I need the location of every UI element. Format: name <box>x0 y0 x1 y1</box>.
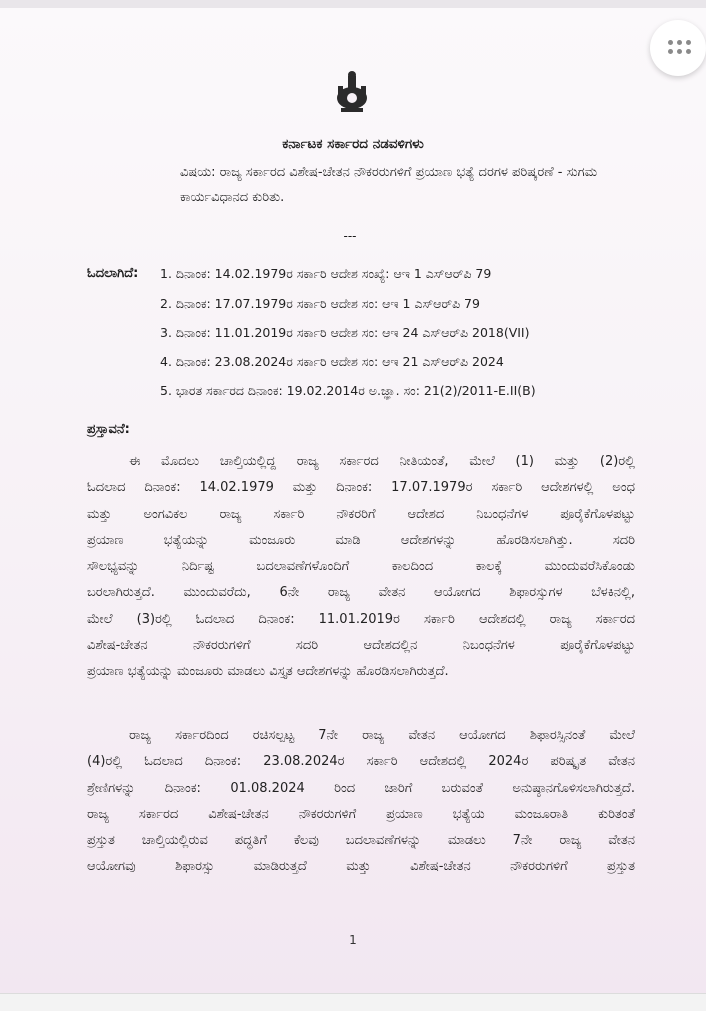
paragraph-line: ಆಯೋಗವು ಶಿಫಾರಸ್ಸು ಮಾಡಿರುತ್ತದೆ ಮತ್ತು ವಿಶೇಷ-ಚೇತನ ನೌಕರರುಗಳಿಗೆ ಪ್ರಸ್ತುತ <box>87 859 635 875</box>
paragraph-line: ಪ್ರಯಾಣ ಭತ್ಯೆಯನ್ನು ಮಂಜೂರು ಮಾಡಲು ವಿಸ್ತೃತ ಆದೇಶಗಳನ್ನು ಹೊರಡಿಸಲಾಗಿರುತ್ತದೆ. <box>87 664 449 680</box>
reference-item: 4. ದಿನಾಂಕ: 23.08.2024ರ ಸರ್ಕಾರಿ ಆದೇಶ ಸಂ: ಆಇ 21 ಎಸ್ಆರ್‌ಪಿ 2024 <box>160 354 504 369</box>
paragraph-line: ರಾಜ್ಯ ಸರ್ಕಾರದ ವಿಶೇಷ-ಚೇತನ ನೌಕರರುಗಳಿಗೆ ಪ್ರಯಾಣ ಭತ್ಯೆಯ ಮಂಜೂರಾತಿ ಕುರಿತಂತೆ <box>87 806 635 822</box>
more-dots-icon <box>668 40 692 56</box>
divider: --- <box>343 229 357 243</box>
document-page <box>0 8 706 993</box>
reference-item: 3. ದಿನಾಂಕ: 11.01.2019ರ ಸರ್ಕಾರಿ ಆದೇಶ ಸಂ: ಆಇ 24 ಎಸ್ಆರ್‌ಪಿ 2018(VII) <box>160 325 530 340</box>
document-title: ಕರ್ನಾಟಕ ಸರ್ಕಾರದ ನಡವಳಿಗಳು <box>282 136 424 152</box>
reference-item: 5. ಭಾರತ ಸರ್ಕಾರದ ದಿನಾಂಕ: 19.02.2014ರ ಅ.ಜ್ಞಾ. ಸಂ: 21(2)/2011-E.II(B) <box>160 383 536 398</box>
paragraph-line: ಪ್ರಯಾಣ ಭತ್ಯೆಯನ್ನು ಮಂಜೂರು ಮಾಡಿ ಆದೇಶಗಳನ್ನು ಹೊರಡಿಸಲಾಗಿತ್ತು. ಸದರಿ <box>87 532 635 548</box>
paragraph-line: ರಾಜ್ಯ ಸರ್ಕಾರದಿಂದ ರಚಿಸಲ್ಪಟ್ಟ 7ನೇ ರಾಜ್ಯ ವೇತನ ಆಯೋಗದ ಶಿಫಾರಸ್ಸಿನಂತೆ ಮೇಲೆ <box>129 728 635 743</box>
paragraph-line: ಶ್ರೇಣಿಗಳನ್ನು ದಿನಾಂಕ: 01.08.2024 ರಿಂದ ಜಾರಿಗೆ ಬರುವಂತೆ ಅನುಷ್ಠಾನಗೊಳಿಸಲಾಗಿರುತ್ತದೆ. <box>87 780 635 796</box>
references-label: ಓದಲಾಗಿದೆ: <box>87 266 139 281</box>
paragraph-line: ವಿಶೇಷ-ಚೇತನ ನೌಕರರುಗಳಿಗೆ ಸದರಿ ಆದೇಶದಲ್ಲಿನ ನಿಬಂಧನೆಗಳ ಪೂರೈಕೆಗೊಳಪಟ್ಟು <box>87 638 635 654</box>
paragraph-line: ಮೇಲೆ (3)ರಲ್ಲಿ ಓದಲಾದ ದಿನಾಂಕ: 11.01.2019ರ ಸರ್ಕಾರಿ ಆದೇಶದಲ್ಲಿ ರಾಜ್ಯ ಸರ್ಕಾರದ <box>87 611 635 627</box>
document-subject: ವಿಷಯ: ರಾಜ್ಯ ಸರ್ಕಾರದ ವಿಶೇಷ-ಚೇತನ ನೌಕರರುಗಳಿಗೆ ಪ್ರಯಾಣ ಭತ್ಯೆ ದರಗಳ ಪರಿಷ್ಕರಣೆ - ಸುಗಮ ಕಾರ್ಯವಿಧಾನದ ಕುರಿತು. <box>180 165 598 205</box>
paragraph-line: (4)ರಲ್ಲಿ ಓದಲಾದ ದಿನಾಂಕ: 23.08.2024ರ ಸರ್ಕಾರಿ ಆದೇಶದಲ್ಲಿ 2024ರ ಪರಿಷ್ಕೃತ ವೇತನ <box>87 754 635 770</box>
paragraph-line: ಓದಲಾದ ದಿನಾಂಕ: 14.02.1979 ಮತ್ತು ದಿನಾಂಕ: 17.07.1979ರ ಸರ್ಕಾರಿ ಆದೇಶಗಳಲ್ಲಿ ಅಂಧ <box>87 480 635 496</box>
paragraph-line: ಈ ಮೊದಲು ಚಾಲ್ತಿಯಲ್ಲಿದ್ದ ರಾಜ್ಯ ಸರ್ಕಾರದ ನೀತಿಯಂತೆ, ಮೇಲೆ (1) ಮತ್ತು (2)ರಲ್ಲಿ <box>129 454 635 469</box>
paragraph-line: ಪ್ರಸ್ತುತ ಚಾಲ್ತಿಯಲ್ಲಿರುವ ಪದ್ಧತಿಗೆ ಕೆಲವು ಬದಲಾವಣೆಗಳನ್ನು ಮಾಡಲು 7ನೇ ರಾಜ್ಯ ವೇತನ <box>87 833 635 849</box>
reference-item: 1. ದಿನಾಂಕ: 14.02.1979ರ ಸರ್ಕಾರಿ ಆದೇಶ ಸಂಖ್ಯೆ: ಆಇ 1 ಎಸ್ಆರ್‌ಪಿ 79 <box>160 266 492 281</box>
paragraph-line: ಮತ್ತು ಅಂಗವಿಕಲ ರಾಜ್ಯ ಸರ್ಕಾರಿ ನೌಕರರಿಗೆ ಆದೇಶದ ನಿಬಂಧನೆಗಳ ಪೂರೈಕೆಗೊಳಪಟ್ಟು <box>87 506 635 522</box>
paragraph-1 <box>87 449 635 686</box>
preamble-label: ಪ್ರಸ್ತಾವನೆ: <box>87 422 130 437</box>
paragraph-2 <box>87 723 635 881</box>
more-options-button[interactable] <box>650 20 706 76</box>
page-number: 1 <box>349 933 357 947</box>
state-emblem-icon <box>328 68 376 116</box>
paragraph-line: ಬರಲಾಗಿರುತ್ತದೆ. ಮುಂದುವರೆದು, 6ನೇ ರಾಜ್ಯ ವೇತನ ಆಯೋಗದ ಶಿಫಾರಸ್ಸುಗಳ ಬೆಳಕಿನಲ್ಲಿ, <box>87 585 635 601</box>
bottom-bar <box>0 993 706 1011</box>
reference-item: 2. ದಿನಾಂಕ: 17.07.1979ರ ಸರ್ಕಾರಿ ಆದೇಶ ಸಂ: ಆಇ 1 ಎಸ್ಆರ್‌ಪಿ 79 <box>160 296 480 311</box>
paragraph-line: ಸೌಲಭ್ಯವನ್ನು ನಿರ್ದಿಷ್ಟ ಬದಲಾವಣೆಗಳೊಂದಿಗೆ ಕಾಲದಿಂದ ಕಾಲಕ್ಕೆ ಮುಂದುವರೆಸಿಕೊಂಡು <box>87 559 635 575</box>
